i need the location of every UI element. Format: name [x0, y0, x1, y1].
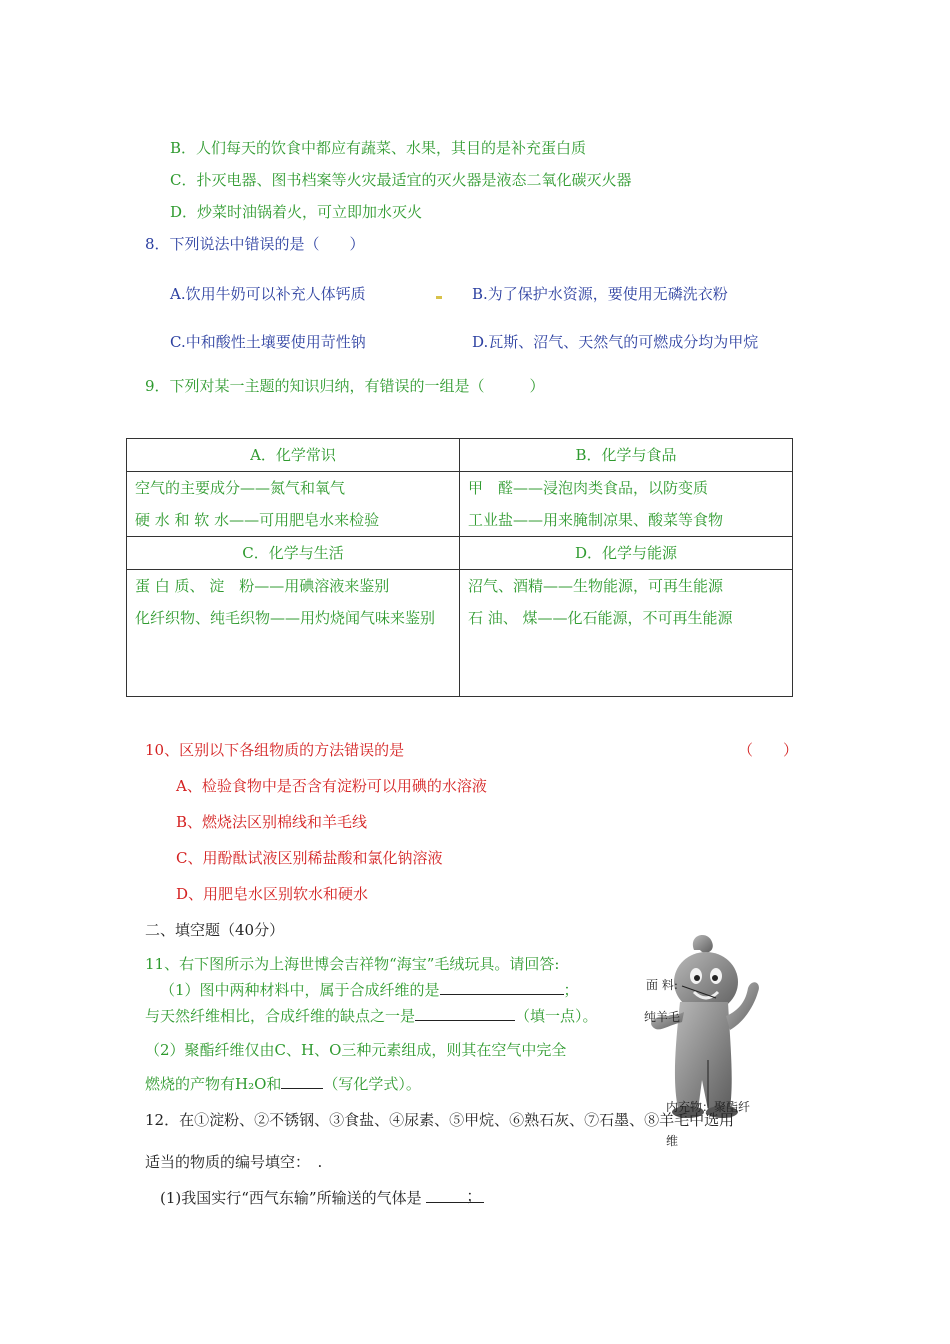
q11-part1-line1	[160, 980, 579, 1000]
q7-option-d: D．炒菜时油锅着火，可立即加水灭火	[170, 203, 423, 221]
section-title: 二、填空题（40分）	[145, 921, 285, 939]
table-cell-d-body	[460, 570, 793, 697]
table-cell-line: 工业盐——用来腌制凉果、酸菜等食物	[468, 511, 724, 529]
q12-stem: 12．在①淀粉、②不锈钢、③食盐、④尿素、⑤甲烷、⑥熟石灰、⑦石墨、⑧羊毛中选用	[145, 1111, 735, 1129]
q12-stem-2: 适当的物质的编号填空： .	[145, 1153, 323, 1171]
q11-part2-hint: （写化学式）。	[323, 1075, 421, 1093]
q8-option-c: C.中和酸性土壤要使用苛性钠	[170, 333, 366, 351]
answer-blank[interactable]	[426, 1188, 484, 1203]
q11-part2-line1: （2）聚酯纤维仅由C、H、O三种元素组成，则其在空气中完全	[145, 1041, 567, 1059]
table-cell-a-head: A．化学常识	[127, 439, 460, 472]
q11-part1-line2	[145, 1006, 598, 1026]
q12-part1-text: (1)我国实行“西气东输”所输送的气体是	[160, 1189, 422, 1207]
table-cell-line: 沼气、酒精——生物能源，可再生能源	[468, 577, 724, 595]
q10-option-c: C、用酚酞试液区别稀盐酸和氯化钠溶液	[176, 849, 443, 867]
q11-part2-text: 燃烧的产物有H₂O和	[145, 1075, 282, 1093]
q11-stem: 11、右下图所示为上海世博会吉祥物“海宝”毛绒玩具。请回答:	[145, 955, 560, 973]
q12-part1-sep: ；	[466, 1187, 482, 1205]
table-cell-b-head: B．化学与食品	[460, 439, 793, 472]
table-cell-b-body	[460, 472, 793, 537]
q10-option-d: D、用肥皂水区别软水和硬水	[176, 885, 369, 903]
table-cell-line: 化纤织物、纯毛织物——用灼烧闻气味来鉴别	[135, 609, 436, 627]
q7-option-b: B．人们每天的饮食中都应有蔬菜、水果，其目的是补充蛋白质	[170, 139, 587, 157]
answer-blank[interactable]	[281, 1074, 323, 1089]
figure-label-fill: 内充物：聚酯纤	[666, 1100, 751, 1114]
answer-blank[interactable]	[415, 1006, 515, 1021]
q8-option-b: B.为了保护水资源，要使用无磷洗衣粉	[472, 285, 728, 303]
figure-label-fill-2: 维	[666, 1134, 679, 1148]
table-cell-line: 石 油、 煤——化石能源，不可再生能源	[468, 609, 733, 627]
table-cell-line: 甲 醛——浸泡肉类食品，以防变质	[468, 479, 709, 497]
q10-answer-bracket: （ ）	[738, 741, 799, 759]
knowledge-table	[126, 438, 793, 697]
q11-part1-hint: （填一点）。	[515, 1007, 598, 1025]
table-cell-line: 硬 水 和 软 水——可用肥皂水来检验	[135, 511, 380, 529]
table-cell-d-head: D．化学与能源	[460, 537, 793, 570]
table-cell-line: 空气的主要成分——氮气和氧气	[135, 479, 346, 497]
q12-part1	[160, 1188, 484, 1208]
q11-part2-line2	[145, 1074, 421, 1094]
q10-option-a: A、检验食物中是否含有淀粉可以用碘的水溶液	[176, 777, 487, 795]
table-cell-c-head: C．化学与生活	[127, 537, 460, 570]
q8-option-d: D.瓦斯、沼气、天然气的可燃成分均为甲烷	[472, 333, 759, 351]
table-cell-c-body	[127, 570, 460, 697]
table-cell-line: 蛋 白 质、 淀 粉——用碘溶液来鉴别	[135, 577, 390, 595]
q7-option-c: C．扑灭电器、图书档案等火灾最适宜的灭火器是液态二氧化碳灭火器	[170, 171, 632, 189]
q10-stem: 10、区别以下各组物质的方法错误的是	[145, 741, 405, 759]
table-cell-a-body	[127, 472, 460, 537]
q11-part1-text: （1）图中两种材料中，属于合成纤维的是	[160, 981, 440, 999]
q8-option-a: A.饮用牛奶可以补充人体钙质	[170, 285, 366, 303]
q10-option-b: B、燃烧法区别棉线和羊毛线	[176, 813, 368, 831]
decorative-mark	[436, 296, 442, 299]
q8-stem: 8．下列说法中错误的是（ ）	[145, 235, 365, 253]
answer-blank[interactable]	[440, 980, 564, 995]
figure-label-face: 面 料:	[646, 978, 678, 992]
q11-part1-text2: 与天然纤维相比，合成纤维的缺点之一是	[145, 1007, 416, 1025]
q9-stem: 9．下列对某一主题的知识归纳，有错误的一组是（ ）	[145, 377, 545, 395]
figure-label-wool: 纯羊毛	[644, 1010, 681, 1024]
q11-part1-sep: ；	[563, 981, 579, 999]
